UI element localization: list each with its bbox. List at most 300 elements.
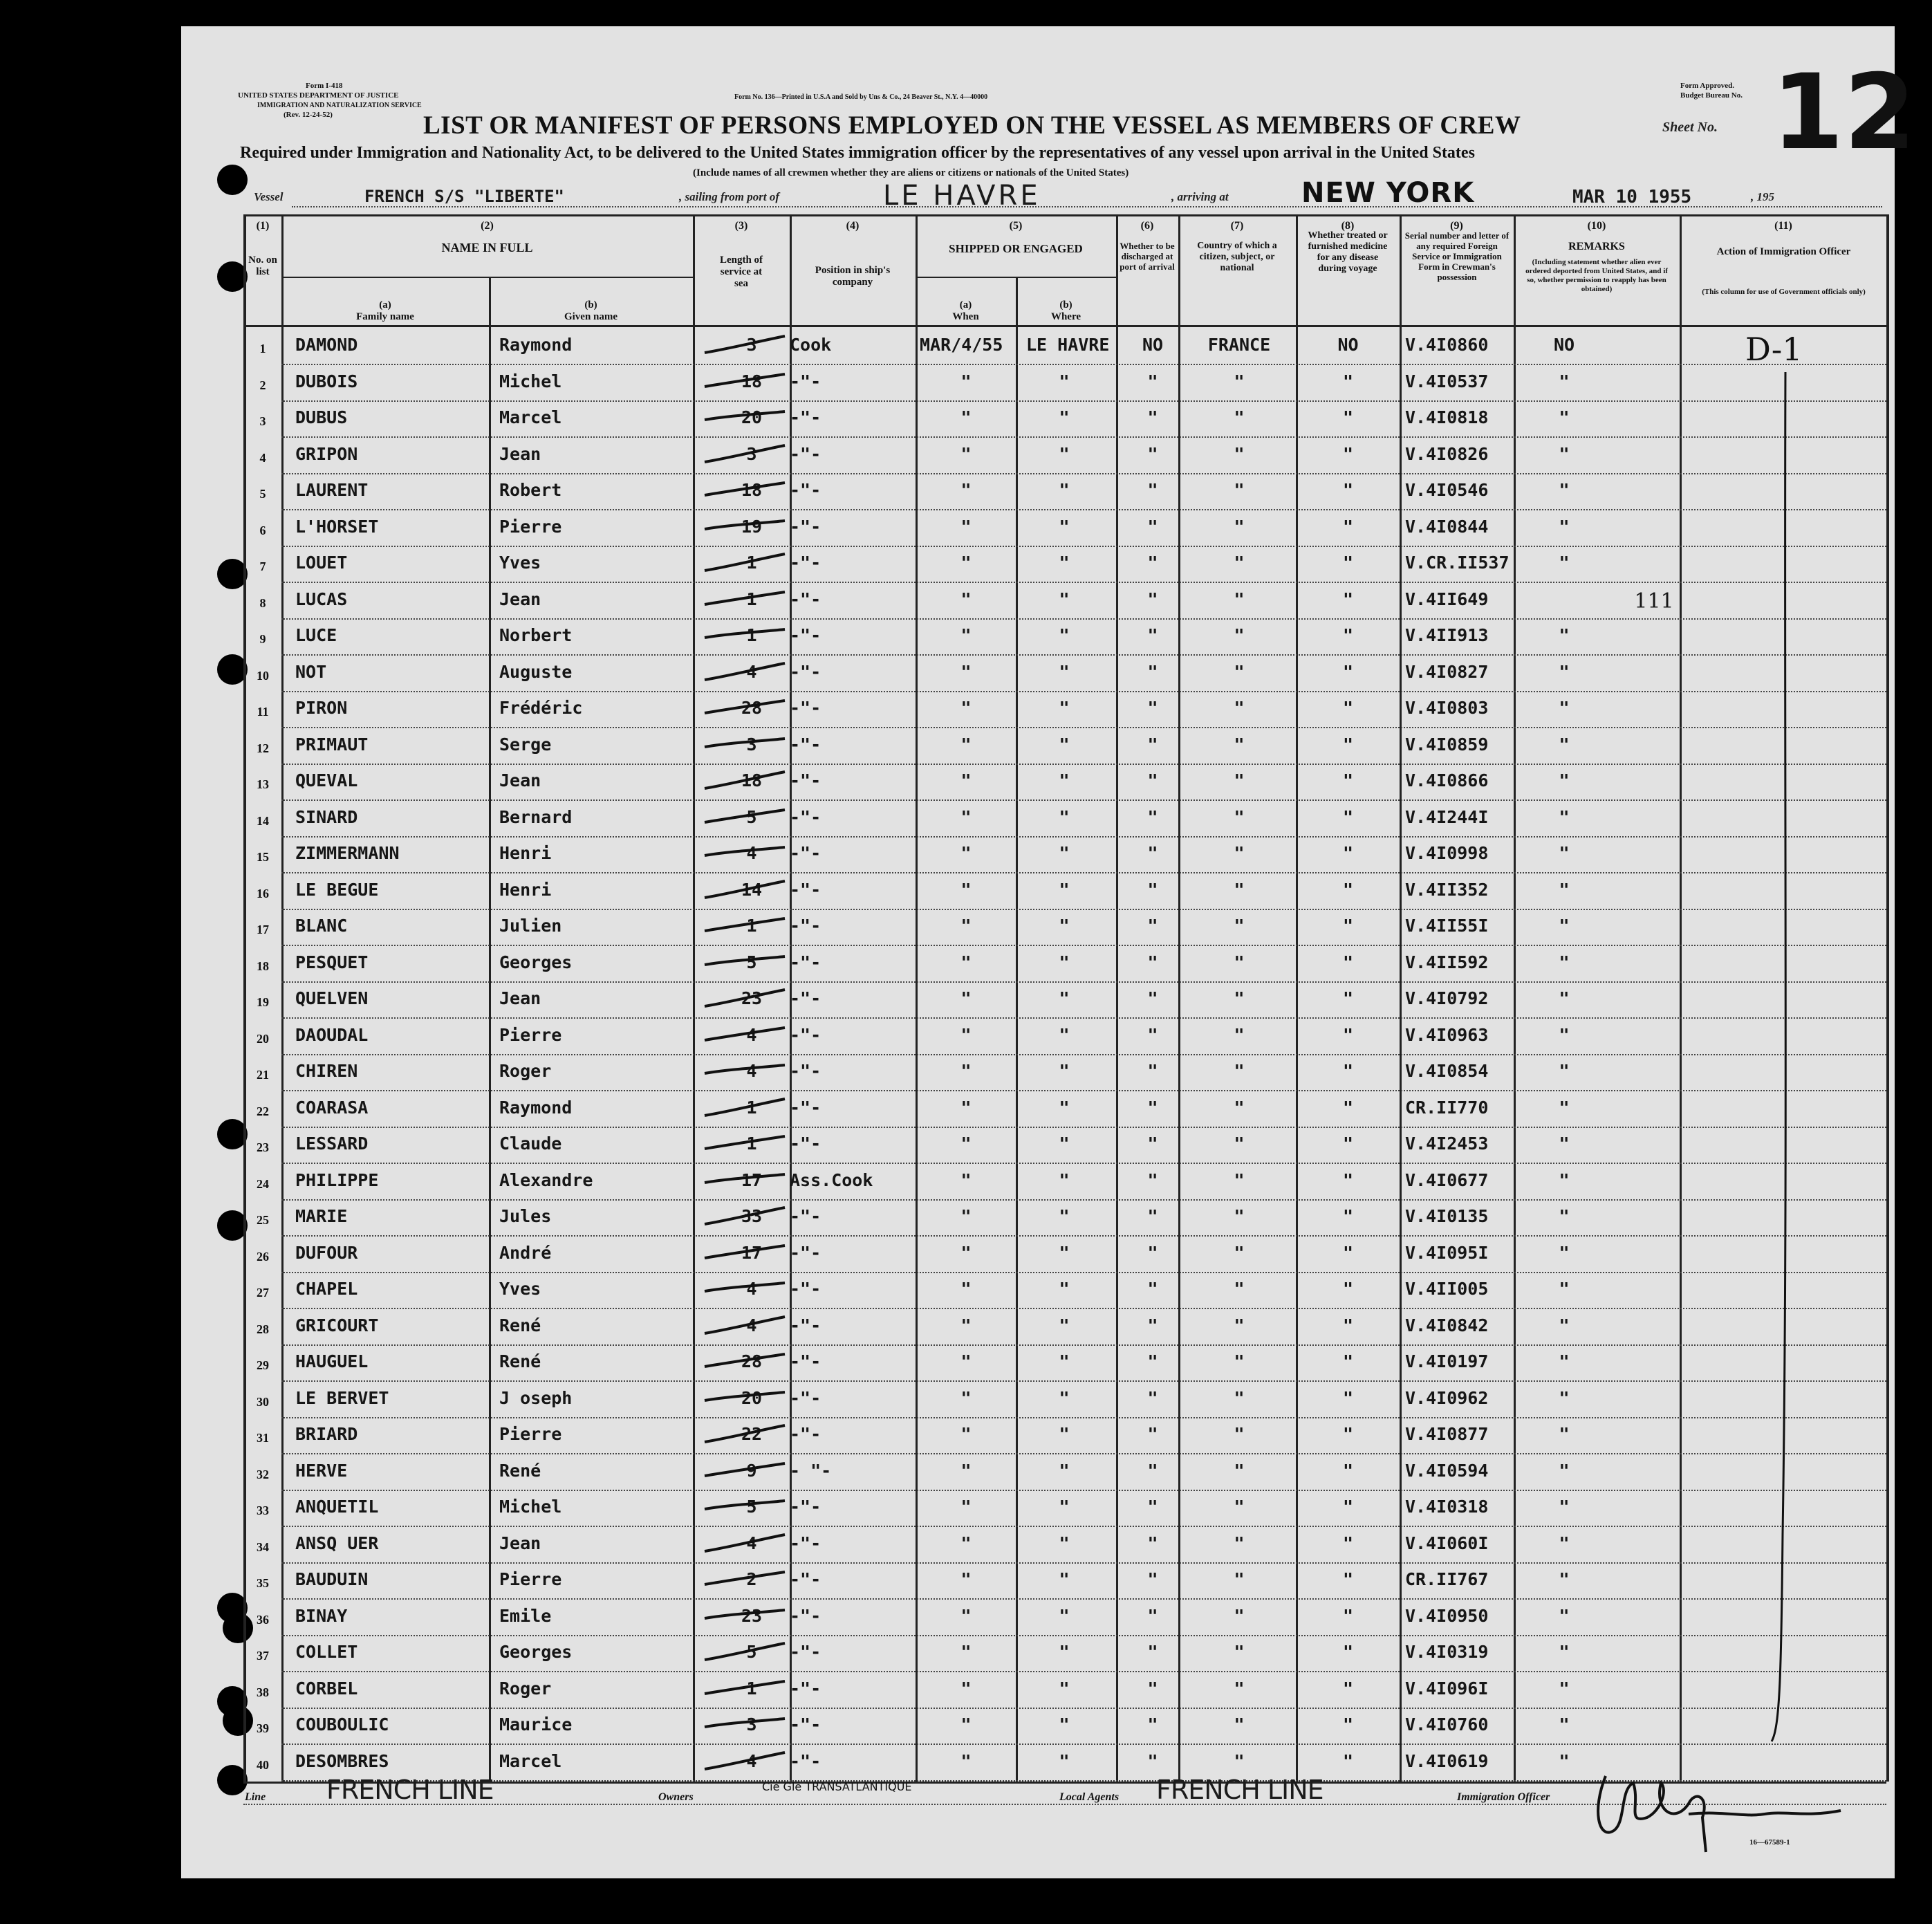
discharge: " <box>1147 407 1158 427</box>
service-strike-mark <box>695 1495 792 1517</box>
table-row <box>181 1455 1895 1492</box>
row-number: 33 <box>257 1504 269 1517</box>
position: -"- <box>790 1642 821 1662</box>
shipped-where: " <box>1059 879 1070 900</box>
discharge: " <box>1147 1169 1158 1190</box>
remarks: " <box>1559 1750 1570 1771</box>
table-row <box>181 729 1895 766</box>
country: " <box>1234 661 1245 682</box>
service-length: 14 <box>741 879 763 900</box>
row-number: 3 <box>259 414 266 428</box>
discharge: " <box>1147 734 1158 755</box>
treated: " <box>1342 1206 1354 1226</box>
given-name: Julien <box>499 916 562 936</box>
row-number: 11 <box>257 705 269 719</box>
discharge: " <box>1147 843 1158 863</box>
serial-number: V.4I0860 <box>1405 335 1489 355</box>
service-length: 3 <box>746 335 757 355</box>
country: " <box>1234 553 1245 573</box>
row-number: 40 <box>257 1757 269 1772</box>
treated: " <box>1342 843 1354 863</box>
service-length: 9 <box>746 1460 757 1481</box>
service-length: 18 <box>741 480 763 500</box>
treated: " <box>1342 1569 1354 1589</box>
row-number: 24 <box>257 1176 269 1191</box>
table-row <box>181 547 1895 584</box>
line-value: FRENCH LINE <box>326 1775 494 1805</box>
printer-note: Form No. 136—Printed in U.S.A and Sold by Uns & Co., 24 Beaver St., N.Y. 4—40000 <box>734 93 988 101</box>
service-strike-mark <box>695 1277 792 1299</box>
table-row <box>181 910 1895 947</box>
family-name: HERVE <box>295 1460 348 1481</box>
given-name: Jean <box>499 988 541 1008</box>
service-length: 19 <box>741 516 763 537</box>
service-length: 3 <box>746 1714 757 1735</box>
family-name: ANSQ UER <box>295 1533 379 1553</box>
treated: " <box>1342 1387 1354 1408</box>
shipped-when: " <box>960 1169 972 1190</box>
service-strike-mark <box>695 660 792 683</box>
service-strike-mark <box>695 1640 792 1663</box>
country: " <box>1234 625 1245 645</box>
shipped-where: " <box>1059 770 1070 790</box>
service-length: 33 <box>741 1206 763 1226</box>
family-name: DUFOUR <box>295 1242 358 1263</box>
col11-note: (This column for use of Government officials only) <box>1702 288 1866 296</box>
service-length: 23 <box>741 1605 763 1626</box>
table-row <box>181 366 1895 403</box>
treated: " <box>1342 1750 1354 1771</box>
shipped-where: " <box>1059 1750 1070 1771</box>
treated: " <box>1342 1533 1354 1553</box>
shipped-when: " <box>960 1097 972 1118</box>
treated: " <box>1342 1678 1354 1699</box>
remarks: " <box>1559 988 1570 1008</box>
service-strike-mark <box>695 1604 792 1627</box>
include-text: (Include names of all crewmen whether they are aliens or citizens or nationals of the United States) <box>693 167 1129 178</box>
country: " <box>1234 407 1245 427</box>
position: -"- <box>790 407 821 427</box>
remarks: " <box>1559 1169 1570 1190</box>
form-approved: Form Approved. <box>1680 82 1735 90</box>
col9-number: (9) <box>1450 220 1463 232</box>
service-strike-mark <box>695 479 792 501</box>
given-name: Maurice <box>499 1714 573 1735</box>
shipped-where: " <box>1059 1024 1070 1045</box>
shipped-when: " <box>960 1315 972 1335</box>
service-strike-mark <box>695 806 792 828</box>
table-row <box>181 1310 1895 1347</box>
owners-value: Cie Gle TRANSATLANTIQUE <box>762 1780 912 1793</box>
shipped-where: " <box>1059 407 1070 427</box>
table-row <box>181 1564 1895 1600</box>
treated: " <box>1342 1605 1354 1626</box>
treated: " <box>1342 806 1354 827</box>
given-name: Pierre <box>499 1569 562 1589</box>
table-row <box>181 329 1895 366</box>
col4-number: (4) <box>846 220 860 232</box>
given-name: René <box>499 1351 541 1371</box>
serial-number: V.4I0877 <box>1405 1424 1489 1444</box>
discharge: " <box>1147 1642 1158 1662</box>
family-name: BINAY <box>295 1605 348 1626</box>
budget-bureau: Budget Bureau No. <box>1680 91 1743 100</box>
position: -"- <box>790 1315 821 1335</box>
treated: NO <box>1337 335 1359 355</box>
country: " <box>1234 589 1245 609</box>
service-length: 2 <box>746 1569 757 1589</box>
service-length: 28 <box>741 698 763 718</box>
service-length: 20 <box>741 407 763 427</box>
shipped-when: " <box>960 1061 972 1081</box>
country: FRANCE <box>1207 335 1271 355</box>
col2-heading: NAME IN FULL <box>441 241 533 255</box>
given-name: Jean <box>499 1533 541 1553</box>
row-number: 25 <box>257 1213 269 1227</box>
col10-note: (Including statement whether alien ever ordered deported from United States, and if so, whether permission to reapply has been obtained) <box>1525 258 1668 293</box>
given-name: René <box>499 1315 541 1335</box>
given-name: Raymond <box>499 335 573 355</box>
serial-number: V.4I0818 <box>1405 407 1489 427</box>
service-strike-mark <box>695 987 792 1009</box>
position: -"- <box>790 553 821 573</box>
remarks: " <box>1559 1024 1570 1045</box>
service-length: 4 <box>746 1750 757 1771</box>
country: " <box>1234 1061 1245 1081</box>
position: Ass.Cook <box>790 1169 873 1190</box>
shipped-where: " <box>1059 1569 1070 1589</box>
family-name: DUBUS <box>295 407 348 427</box>
service-length: 1 <box>746 589 757 609</box>
row-number: 8 <box>259 595 266 610</box>
treated: " <box>1342 1424 1354 1444</box>
service-length: 23 <box>741 988 763 1008</box>
row-number: 14 <box>257 813 269 828</box>
serial-number: V.4I0962 <box>1405 1387 1489 1408</box>
remarks: " <box>1559 1714 1570 1735</box>
family-name: NOT <box>295 661 327 682</box>
table-row <box>181 620 1895 656</box>
remarks: " <box>1559 1642 1570 1662</box>
service-length: 3 <box>746 734 757 755</box>
shipped-when: MAR/4/55 <box>920 335 1003 355</box>
service-length: 3 <box>746 443 757 464</box>
serial-number: V.4I0950 <box>1405 1605 1489 1626</box>
action-bracket-line <box>1765 358 1806 1776</box>
serial-number: V.4I0998 <box>1405 843 1489 863</box>
serial-number: V.4I2453 <box>1405 1134 1489 1154</box>
row-number: 19 <box>257 995 269 1009</box>
row-number: 5 <box>259 487 266 501</box>
serial-number: V.4II005 <box>1405 1279 1489 1299</box>
service-strike-mark <box>695 1169 792 1191</box>
vessel-label: Vessel <box>254 190 284 203</box>
family-name: ZIMMERMANN <box>295 843 400 863</box>
table-row <box>181 1273 1895 1310</box>
position: -"- <box>790 879 821 900</box>
table-top-border <box>243 214 1886 216</box>
service-strike-mark <box>695 443 792 465</box>
shipped-where: " <box>1059 1605 1070 1626</box>
shipped-where: " <box>1059 1714 1070 1735</box>
serial-number: V.4I0854 <box>1405 1061 1489 1081</box>
given-name: Claude <box>499 1134 562 1154</box>
service-length: 1 <box>746 1134 757 1154</box>
country: " <box>1234 1169 1245 1190</box>
family-name: QUELVEN <box>295 988 369 1008</box>
position: - "- <box>790 1460 832 1481</box>
country: " <box>1234 1315 1245 1335</box>
service-strike-mark <box>695 878 792 900</box>
position: -"- <box>790 371 821 391</box>
service-length: 20 <box>741 1387 763 1408</box>
position: -"- <box>790 952 821 972</box>
table-row <box>181 438 1895 475</box>
shipped-when: " <box>960 806 972 827</box>
shipped-when: " <box>960 1206 972 1226</box>
remarks: " <box>1559 1569 1570 1589</box>
serial-number: V.4I0537 <box>1405 371 1489 391</box>
row-number: 16 <box>257 886 269 900</box>
discharge: " <box>1147 1569 1158 1589</box>
table-row <box>181 1528 1895 1564</box>
family-name: ANQUETIL <box>295 1497 379 1517</box>
remarks: " <box>1559 1061 1570 1081</box>
row-number: 18 <box>257 959 269 973</box>
country: " <box>1234 1569 1245 1589</box>
service-length: 5 <box>746 806 757 827</box>
service-strike-mark <box>695 733 792 755</box>
row-number: 6 <box>259 523 266 537</box>
family-name: GRICOURT <box>295 1315 379 1335</box>
serial-number: V.4I0826 <box>1405 443 1489 464</box>
remarks: " <box>1559 1206 1570 1226</box>
remarks: " <box>1559 916 1570 936</box>
position: -"- <box>790 1206 821 1226</box>
treated: " <box>1342 1497 1354 1517</box>
given-name: Pierre <box>499 1424 562 1444</box>
serial-number: V.4I0842 <box>1405 1315 1489 1335</box>
country: " <box>1234 698 1245 718</box>
shipped-where: LE HAVRE <box>1026 335 1110 355</box>
col11-heading: Action of Immigration Officer <box>1716 246 1851 257</box>
row-number: 21 <box>257 1068 269 1082</box>
shipped-where: " <box>1059 1169 1070 1190</box>
country: " <box>1234 1678 1245 1699</box>
position: -"- <box>790 988 821 1008</box>
remarks: " <box>1559 1387 1570 1408</box>
shipped-when: " <box>960 1024 972 1045</box>
col3-heading: Length of service at sea <box>719 255 763 289</box>
service-strike-mark <box>695 551 792 573</box>
discharge: " <box>1147 806 1158 827</box>
col6-heading: Whether to be discharged at port of arrival <box>1120 241 1175 272</box>
shipped-when: " <box>960 879 972 900</box>
remarks: " <box>1559 1424 1570 1444</box>
service-length: 1 <box>746 625 757 645</box>
family-name: HAUGUEL <box>295 1351 369 1371</box>
discharge: " <box>1147 1097 1158 1118</box>
shipped-where: " <box>1059 480 1070 500</box>
service-length: 28 <box>741 1351 763 1371</box>
service-strike-mark <box>695 1713 792 1735</box>
shipped-where: " <box>1059 1460 1070 1481</box>
table-row <box>181 1709 1895 1746</box>
remarks: " <box>1559 1533 1570 1553</box>
col5b-heading: (b) Where <box>1050 299 1081 322</box>
treated: " <box>1342 589 1354 609</box>
col7-heading: Country of which a citizen, subject, or national <box>1197 241 1277 273</box>
given-name: Georges <box>499 952 573 972</box>
service-strike-mark <box>695 1060 792 1082</box>
family-name: CHIREN <box>295 1061 358 1081</box>
serial-number: V.4II649 <box>1405 589 1489 609</box>
shipped-where: " <box>1059 516 1070 537</box>
remarks: " <box>1559 1242 1570 1263</box>
manifest-page <box>181 26 1916 1878</box>
table-row <box>181 1092 1895 1129</box>
punch-hole <box>217 165 248 195</box>
country: " <box>1234 734 1245 755</box>
row-number: 15 <box>257 850 269 864</box>
serial-number: V.4II592 <box>1405 952 1489 972</box>
shipped-when: " <box>960 661 972 682</box>
shipped-when: " <box>960 625 972 645</box>
shipped-when: " <box>960 1497 972 1517</box>
table-row <box>181 1673 1895 1710</box>
service-strike-mark <box>695 1241 792 1264</box>
given-name: Roger <box>499 1061 552 1081</box>
col10-heading: REMARKS <box>1568 241 1625 252</box>
remarks: " <box>1559 734 1570 755</box>
shipped-when: " <box>960 1387 972 1408</box>
row-number: 37 <box>257 1649 269 1663</box>
remarks: " <box>1559 661 1570 682</box>
serial-number: V.4I0859 <box>1405 734 1489 755</box>
shipped-where: " <box>1059 1642 1070 1662</box>
discharge: " <box>1147 516 1158 537</box>
treated: " <box>1342 1714 1354 1735</box>
row-number: 2 <box>259 378 266 392</box>
table-row <box>181 1418 1895 1455</box>
shipped-when: " <box>960 734 972 755</box>
row-number: 31 <box>257 1431 269 1445</box>
serial-number: V.4I0319 <box>1405 1642 1489 1662</box>
family-name: PHILIPPE <box>295 1169 379 1190</box>
discharge: " <box>1147 1533 1158 1553</box>
table-row <box>181 838 1895 874</box>
treated: " <box>1342 1279 1354 1299</box>
family-name: L'HORSET <box>295 516 379 537</box>
remarks: NO <box>1553 335 1575 355</box>
given-name: Frédéric <box>499 698 583 718</box>
treated: " <box>1342 1097 1354 1118</box>
serial-number: V.4I095I <box>1405 1242 1489 1263</box>
table-row <box>181 1128 1895 1165</box>
given-name: Jules <box>499 1206 552 1226</box>
discharge: " <box>1147 553 1158 573</box>
col1-number: (1) <box>256 220 270 232</box>
table-row <box>181 947 1895 983</box>
discharge: " <box>1147 371 1158 391</box>
col5a-heading: (a) When <box>952 299 979 322</box>
service-length: 1 <box>746 916 757 936</box>
position: -"- <box>790 1351 821 1371</box>
shipped-when: " <box>960 952 972 972</box>
country: " <box>1234 770 1245 790</box>
family-name: LESSARD <box>295 1134 369 1154</box>
position: -"- <box>790 1497 821 1517</box>
row-number: 35 <box>257 1576 269 1590</box>
family-name: PIRON <box>295 698 348 718</box>
remarks: " <box>1559 516 1570 537</box>
serial-number: V.4II55I <box>1405 916 1489 936</box>
position: -"- <box>790 1387 821 1408</box>
service-strike-mark <box>695 1387 792 1409</box>
given-name: Roger <box>499 1678 552 1699</box>
position: -"- <box>790 1533 821 1553</box>
given-name: Michel <box>499 1497 562 1517</box>
manifest-title: LIST OR MANIFEST OF PERSONS EMPLOYED ON THE VESSEL AS MEMBERS OF CREW <box>423 111 1521 140</box>
col3-number: (3) <box>734 220 748 232</box>
given-name: Jean <box>499 770 541 790</box>
shipped-when: " <box>960 698 972 718</box>
country: " <box>1234 806 1245 827</box>
serial-number: V.4I0135 <box>1405 1206 1489 1226</box>
service-strike-mark <box>695 842 792 864</box>
shipped-where: " <box>1059 371 1070 391</box>
shipped-when: " <box>960 843 972 863</box>
remarks: " <box>1559 1351 1570 1371</box>
remarks: " <box>1559 480 1570 500</box>
position: -"- <box>790 1134 821 1154</box>
service-strike-mark <box>695 515 792 537</box>
row-number: 22 <box>257 1104 269 1118</box>
action-mark: D-1 <box>1745 331 1803 368</box>
row-number: 28 <box>257 1322 269 1336</box>
country: " <box>1234 480 1245 500</box>
service-strike-mark <box>695 1314 792 1336</box>
service-length: 4 <box>746 1533 757 1553</box>
service-strike-mark <box>695 406 792 428</box>
family-name: DAMOND <box>295 335 358 355</box>
year-label: , 195 <box>1751 190 1774 203</box>
family-name: PESQUET <box>295 952 369 972</box>
family-name: LE BEGUE <box>295 879 379 900</box>
remarks: " <box>1559 1315 1570 1335</box>
vessel-value: FRENCH S/S "LIBERTE" <box>364 187 564 206</box>
service-strike-mark <box>695 1096 792 1118</box>
family-name: CORBEL <box>295 1678 358 1699</box>
treated: " <box>1342 1315 1354 1335</box>
row-number: 32 <box>257 1467 269 1481</box>
given-name: J oseph <box>499 1387 573 1408</box>
country: " <box>1234 1097 1245 1118</box>
shipped-when: " <box>960 1242 972 1263</box>
service-length: 1 <box>746 1097 757 1118</box>
serial-number: V.4I0760 <box>1405 1714 1489 1735</box>
serial-number: V.4I0963 <box>1405 1024 1489 1045</box>
officer-signature <box>1585 1748 1861 1859</box>
col8-number: (8) <box>1341 220 1355 232</box>
name-subheader-line <box>281 277 693 278</box>
shipped-when: " <box>960 1750 972 1771</box>
discharge: " <box>1147 1497 1158 1517</box>
shipped-where: " <box>1059 1678 1070 1699</box>
treated: " <box>1342 1169 1354 1190</box>
position: -"- <box>790 1678 821 1699</box>
position: -"- <box>790 1714 821 1735</box>
